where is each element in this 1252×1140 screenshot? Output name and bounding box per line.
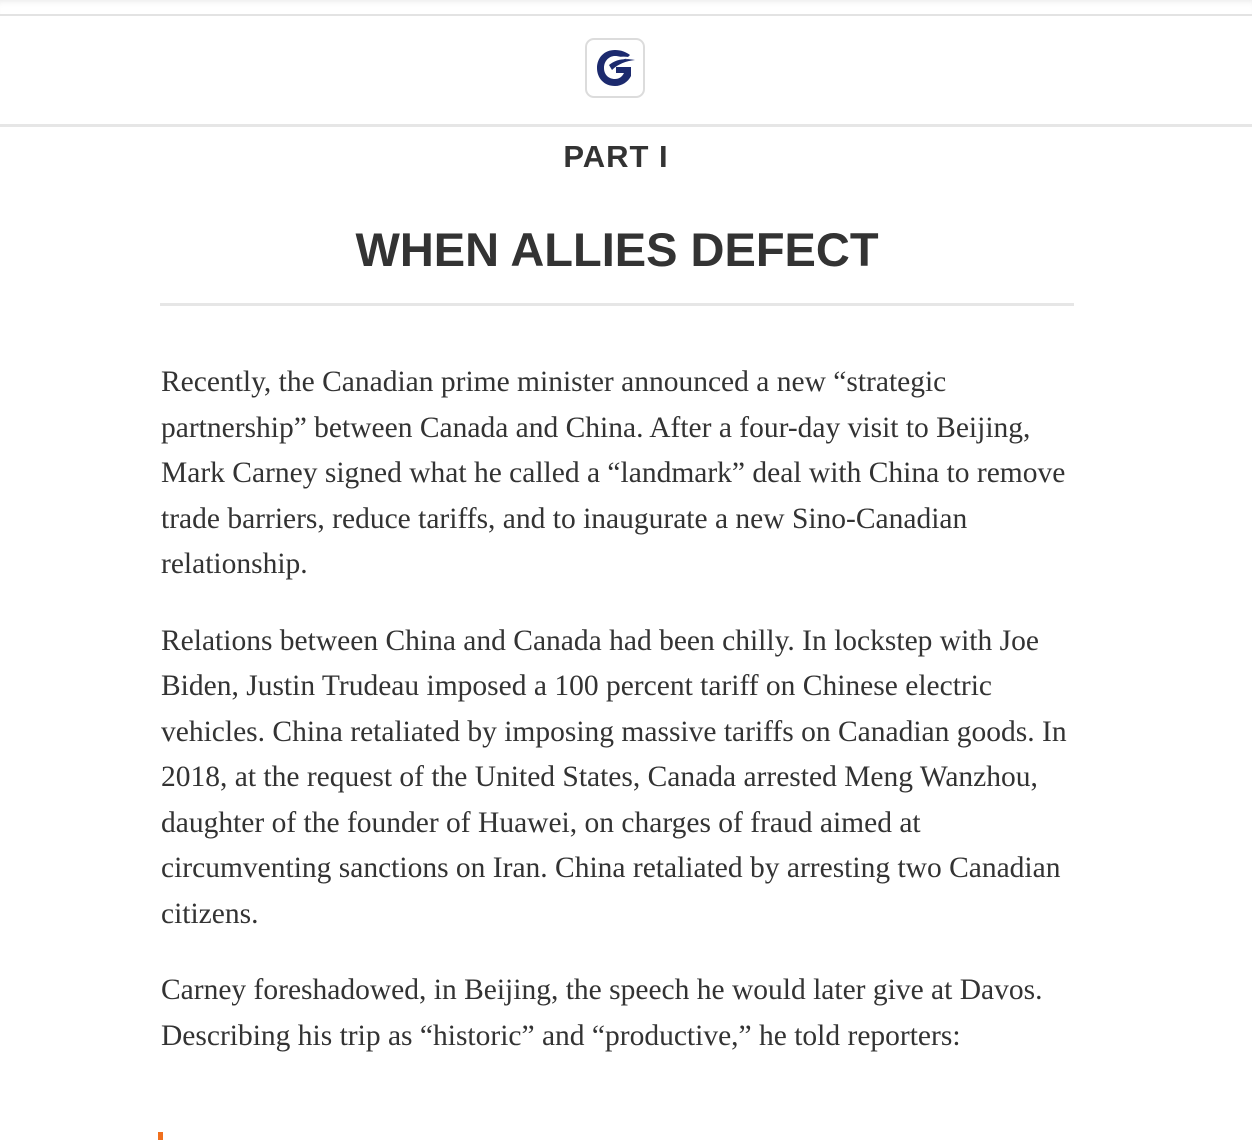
article-paragraph: Relations between China and Canada had been chilly. In lockstep with Joe Biden, Justin Trudeau imposed a 100 percent tariff on Chinese electric vehicles. China retaliated by imposing massive tariffs on Canadian goods. In 2018, at the request of the United States, Canada arrested Meng Wanzhou, daughter of the founder of Huawei, on charges of fraud aimed at circumventing sanctions on Iran. China retaliated by arresting two Canadian citizens.: [161, 624, 1067, 930]
browser-top-edge: [0, 0, 1252, 16]
blockquote-accent-bar: [158, 1132, 163, 1140]
site-header: [0, 16, 1252, 127]
article-paragraph: Recently, the Canadian prime minister announced a new “strategic partnership” between Canada and China. After a four-day visit to Beijing, Mark Carney signed what he called a “landmark” deal with China to remove trade barriers, reduce tariffs, and to inaugurate a new Sino-Canadian relationship.: [161, 366, 1066, 580]
article-paragraph: Carney foreshadowed, in Beijing, the speech he would later give at Davos. Describing his trip as “historic” and “productive,” he told reporters:: [161, 974, 1043, 1052]
publication-logo-icon[interactable]: [585, 38, 645, 98]
article-body: [161, 360, 1081, 1090]
title-divider: [160, 303, 1074, 306]
part-label: PART I: [563, 139, 669, 174]
section-title: WHEN ALLIES DEFECT: [355, 223, 879, 276]
logo-mark: [592, 45, 638, 91]
